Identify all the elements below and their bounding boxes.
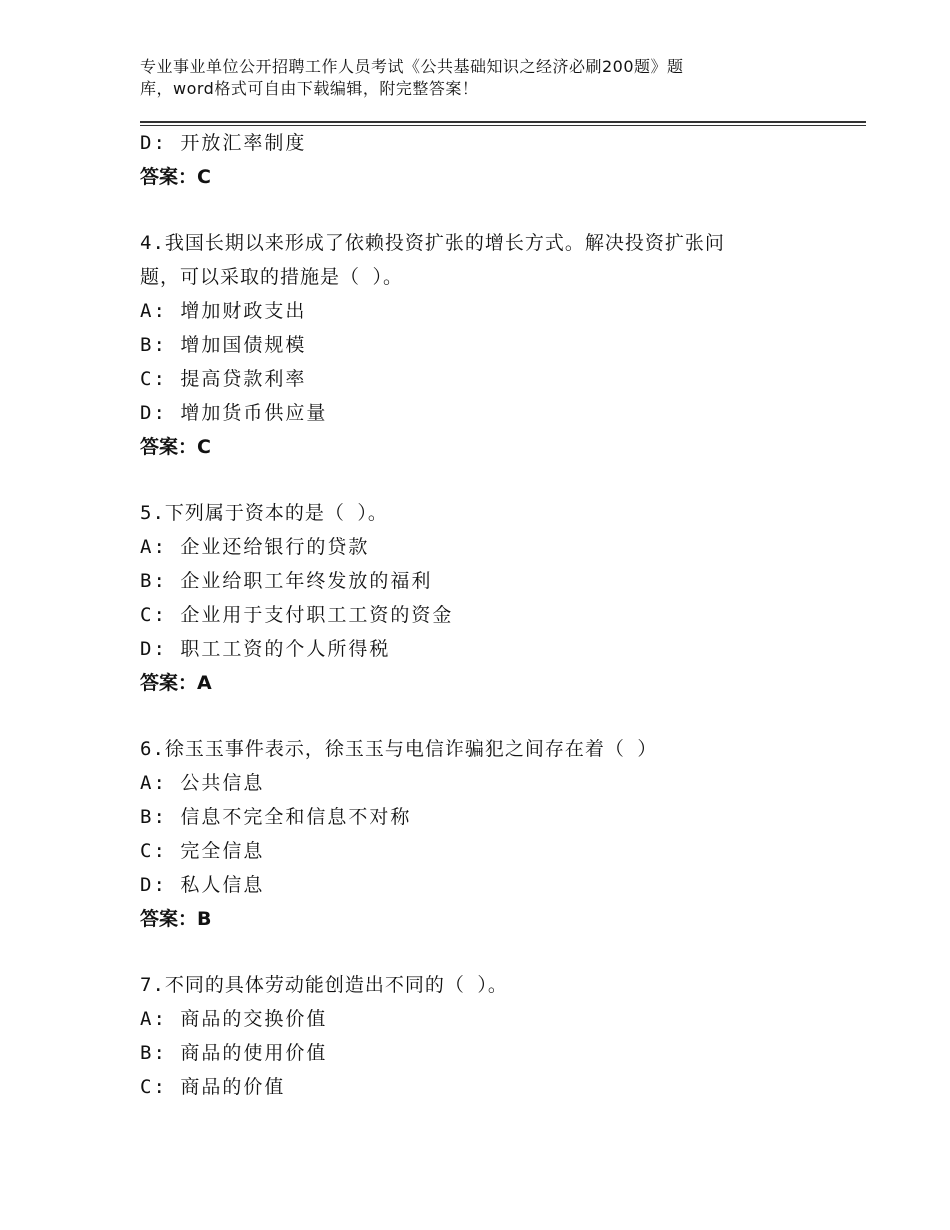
question-5 [140, 496, 840, 700]
question-stem: 4.我国长期以来形成了依赖投资扩张的增长方式。解决投资扩张问 [140, 232, 725, 254]
option-d: D: 私人信息 [140, 874, 265, 896]
option-b: B: 企业给职工年终发放的福利 [140, 570, 433, 592]
spacer [140, 464, 840, 496]
option-d: D: 增加货币供应量 [140, 402, 328, 424]
option-b: B: 信息不完全和信息不对称 [140, 806, 412, 828]
question-stem-continued: 题，可以采取的措施是（ ）。 [140, 266, 403, 288]
option-a: A: 公共信息 [140, 772, 265, 794]
header-divider-thick [140, 121, 866, 123]
option-a: A: 商品的交换价值 [140, 1008, 328, 1030]
header-title-line-1: 专业事业单位公开招聘工作人员考试《公共基础知识之经济必刷200题》题 [140, 57, 684, 76]
option-b: B: 商品的使用价值 [140, 1042, 328, 1064]
option-c: C: 商品的价值 [140, 1076, 286, 1098]
document-header [140, 56, 780, 100]
document-body [140, 126, 840, 1104]
question-stem: 5.下列属于资本的是（ ）。 [140, 502, 388, 524]
header-title-line-2: 库，word格式可自由下载编辑，附完整答案！ [140, 79, 479, 98]
option-c: C: 完全信息 [140, 840, 265, 862]
question-7 [140, 968, 840, 1104]
option-c: C: 企业用于支付职工工资的资金 [140, 604, 454, 626]
prev-answer: 答案：C [140, 166, 211, 188]
option-c: C: 提高贷款利率 [140, 368, 307, 390]
option-a: A: 增加财政支出 [140, 300, 307, 322]
spacer [140, 936, 840, 968]
option-a: A: 企业还给银行的贷款 [140, 536, 370, 558]
question-stem: 7.不同的具体劳动能创造出不同的（ ）。 [140, 974, 508, 996]
option-d: D: 职工工资的个人所得税 [140, 638, 391, 660]
spacer [140, 194, 840, 226]
answer: 答案：C [140, 436, 211, 458]
question-stem: 6.徐玉玉事件表示，徐玉玉与电信诈骗犯之间存在着（ ） [140, 738, 658, 760]
question-6 [140, 732, 840, 936]
option-b: B: 增加国债规模 [140, 334, 307, 356]
answer: 答案：B [140, 908, 212, 930]
spacer [140, 700, 840, 732]
answer: 答案：A [140, 672, 212, 694]
prev-option-d: D: 开放汇率制度 [140, 132, 307, 154]
question-4 [140, 226, 840, 464]
